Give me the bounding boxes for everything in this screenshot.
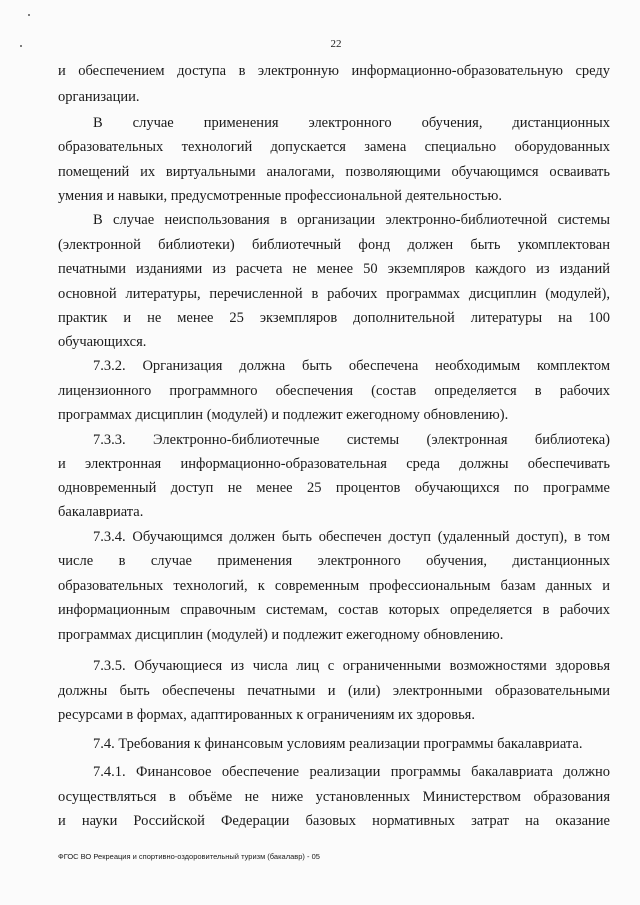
text-line: программах дисциплин (модулей) и подлежит ежегодному обновлению. — [58, 627, 504, 643]
text-line: и науки Российской Федерации базовых нормативных затрат на оказание — [58, 813, 610, 829]
text-line: одновременный доступ не менее 25 процентов обучающихся по программе — [58, 480, 610, 496]
text-line: программах дисциплин (модулей) и подлежит ежегодному обновлению). — [58, 407, 509, 423]
text-line: образовательных технологий допускается замена специально оборудованных — [58, 139, 610, 155]
text-line: помещений их виртуальными аналогами, позволяющими обучающимся осваивать — [58, 164, 610, 180]
text-line: 7.3.2. Организация должна быть обеспечена необходимым комплектом — [93, 358, 610, 374]
text-line: основной литературы, перечисленной в рабочих программах дисциплин (модулей), — [58, 286, 610, 302]
scan-speck — [28, 14, 30, 16]
text-line: 7.3.4. Обучающимся должен быть обеспечен доступ (удаленный доступ), в том — [93, 529, 610, 545]
text-line: лицензионного программного обеспечения (состав определяется в рабочих — [58, 383, 610, 399]
text-line: В случае применения электронного обучения, дистанционных — [93, 115, 610, 131]
text-line: 7.3.5. Обучающиеся из числа лиц с ограниченными возможностями здоровья — [93, 658, 610, 674]
text-line: и обеспечением доступа в электронную информационно-образовательную среду — [58, 63, 610, 79]
page-footer: ФГОС ВО Рекреация и спортивно-оздоровительный туризм (бакалавр) - 05 — [58, 852, 320, 861]
page-number: 22 — [330, 38, 342, 50]
text-line: практик и не менее 25 экземпляров дополнительной литературы на 100 — [58, 310, 610, 326]
text-line: должны быть обеспечены печатными и (или) электронными образовательными — [58, 683, 610, 699]
text-line: информационным справочным системам, состав которых определяется в рабочих — [58, 602, 610, 618]
text-line: числе в случае применения электронного обучения, дистанционных — [58, 553, 610, 569]
text-line: бакалавриата. — [58, 504, 144, 520]
text-line: и электронная информационно-образовательная среда должны обеспечивать — [58, 456, 610, 472]
text-line: умения и навыки, предусмотренные профессиональной деятельностью. — [58, 188, 502, 204]
text-line: 7.4.1. Финансовое обеспечение реализации программы бакалавриата должно — [93, 764, 610, 780]
text-line: ресурсами в формах, адаптированных к ограничениям их здоровья. — [58, 707, 475, 723]
scan-speck — [20, 45, 22, 47]
text-line: печатными изданиями из расчета не менее 50 экземпляров каждого из изданий — [58, 261, 610, 277]
text-line: В случае неиспользования в организации электронно-библиотечной системы — [93, 212, 610, 228]
text-line: осуществляться в объёме не ниже установленных Министерством образования — [58, 789, 610, 805]
text-line: 7.4. Требования к финансовым условиям реализации программы бакалавриата. — [93, 736, 583, 752]
text-line: организации. — [58, 89, 140, 105]
text-line: обучающихся. — [58, 334, 147, 350]
text-line: 7.3.3. Электронно-библиотечные системы (электронная библиотека) — [93, 432, 610, 448]
text-line: (электронной библиотеки) библиотечный фонд должен быть укомплектован — [58, 237, 610, 253]
text-line: образовательных технологий, к современным профессиональным базам данных и — [58, 578, 610, 594]
